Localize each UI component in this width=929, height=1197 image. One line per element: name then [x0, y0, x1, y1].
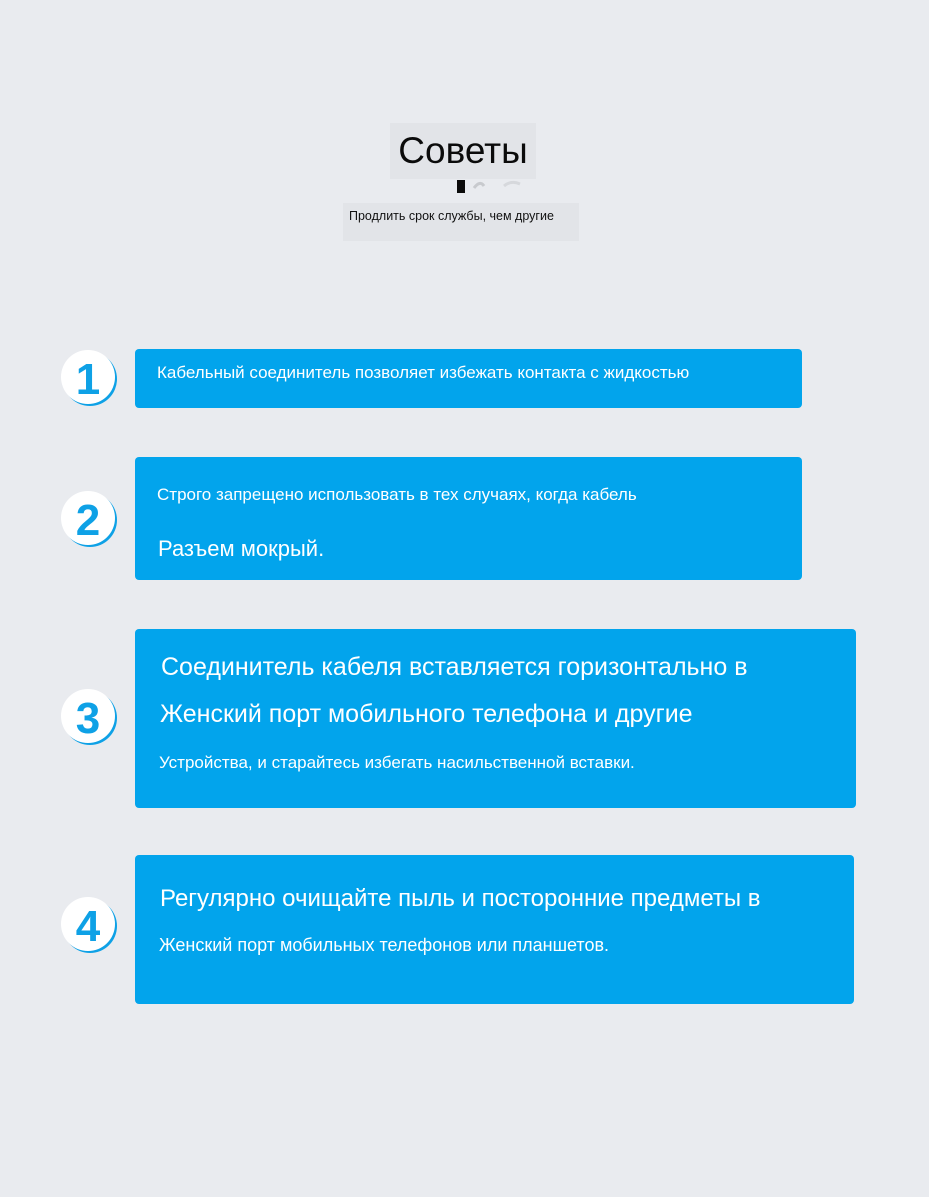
tip-card-1: [135, 349, 802, 408]
tip-card-2: [135, 457, 802, 580]
page-title: Советы: [398, 130, 528, 171]
tip-card-3: [135, 629, 856, 808]
tip-2-line-2: Разъем мокрый.: [158, 536, 325, 561]
page-subtitle: Продлить срок службы, чем другие: [349, 209, 554, 223]
tip-card-4: [135, 855, 854, 1004]
tip-1-number-badge: [61, 350, 117, 406]
tip-1-number: 1: [75, 355, 101, 404]
tip-1-line-1: Кабельный соединитель позволяет избежать контакта с жидкостью: [157, 363, 690, 382]
tip-3-number: 3: [75, 694, 101, 743]
tip-2-number-badge: [61, 491, 117, 547]
tip-4-number-badge: [61, 897, 117, 953]
page-title-box: [390, 123, 536, 179]
subtitle-box: [343, 203, 579, 241]
tip-4-line-1: Регулярно очищайте пыль и посторонние предметы в: [160, 885, 761, 912]
tip-2-number: 2: [75, 496, 101, 545]
tip-3-line-2: Женский порт мобильного телефона и другие: [160, 700, 693, 728]
tip-3-number-badge: [61, 689, 117, 745]
tip-3-line-1: Соединитель кабеля вставляется горизонтально в: [161, 653, 748, 681]
tip-4-number: 4: [75, 902, 101, 951]
title-underline-decoration: [454, 180, 524, 194]
tip-4-line-2: Женский порт мобильных телефонов или планшетов.: [159, 935, 610, 955]
tip-3-line-3: Устройства, и старайтесь избегать насильственной вставки.: [159, 753, 635, 772]
tip-2-line-1: Строго запрещено использовать в тех случаях, когда кабель: [157, 485, 637, 504]
